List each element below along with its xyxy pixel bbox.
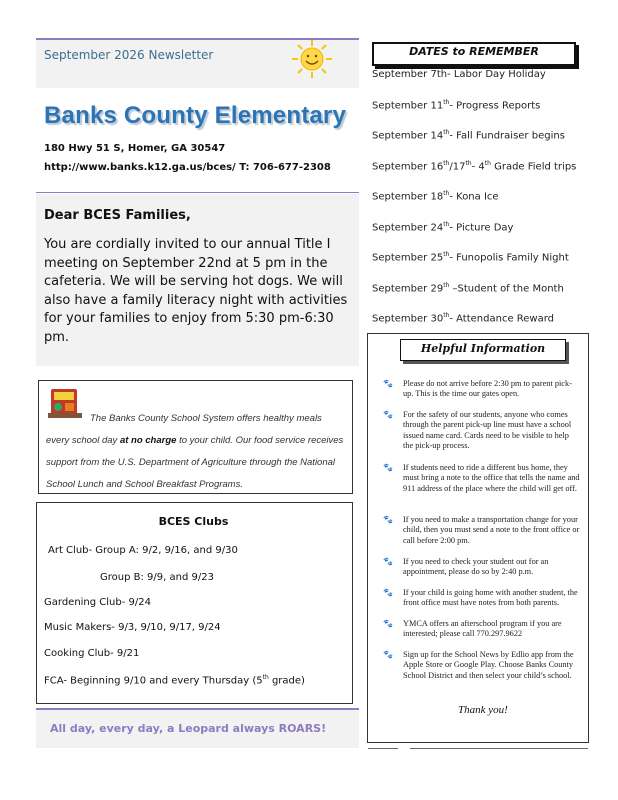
sun-icon — [288, 38, 336, 80]
info-item: If you need to make a transportation change for your child, then you must send a note to the front office or call before 2:00 pm. — [403, 515, 580, 545]
date-item-text: –Student of the Month — [449, 283, 564, 295]
date-item-text: - Attendance Reward — [449, 313, 555, 325]
date-item — [372, 190, 499, 202]
divider — [410, 748, 588, 749]
info-item: For the safety of our students, anyone who comes through the parent pick-up line must have a school issued name card. Cards need to be visible to help the pick-up process. — [403, 410, 572, 451]
club-item-sup: th — [262, 674, 269, 681]
paw-icon: 🐾 — [383, 379, 393, 388]
meals-text-bold: at no charge — [119, 435, 177, 446]
info-title: Helpful Information — [420, 342, 546, 355]
date-item-text: /17 — [449, 161, 466, 173]
date-item-text: - Picture Day — [449, 222, 514, 234]
date-item-text: - Kona Ice — [449, 191, 499, 203]
school-name: Banks County Elementary — [44, 102, 347, 129]
paw-icon: 🐾 — [383, 410, 393, 419]
date-item — [372, 282, 564, 294]
date-item-text: - Funopolis Family Night — [449, 252, 569, 264]
club-item: Gardening Club- 9/24 — [44, 597, 151, 608]
clubs-title: BCES Clubs — [158, 515, 229, 528]
info-item: If you need to check your student out for an appointment, please do so by 2:40 p.m. — [403, 557, 549, 577]
club-item: Group B: 9/9, and 9/23 — [100, 572, 214, 583]
date-item-sup: th — [443, 282, 450, 289]
date-item-sup: th — [443, 312, 450, 319]
meals-statement — [46, 408, 346, 496]
date-item — [372, 312, 554, 324]
date-item-sup: th — [484, 160, 491, 167]
meals-text-after: to your child. Our food service receives support from the U.S. Department of Agriculture through the National School Lunch and School Breakfast Programs. — [46, 435, 344, 490]
paw-icon: 🐾 — [383, 515, 393, 524]
date-item-text: September 14 — [372, 130, 444, 142]
dates-title: DATES to REMEMBER — [409, 45, 539, 58]
school-address: 180 Hwy 51 S, Homer, GA 30547 — [44, 143, 226, 154]
school-contact[interactable]: http://www.banks.k12.ga.us/bces/ T: 706-677-2308 — [44, 162, 331, 173]
info-item: Sign up for the School News by Edlio app from the Apple Store or Google Play. Choose Banks County School District and then select your child’s school. — [403, 650, 574, 680]
paw-icon: 🐾 — [383, 650, 393, 659]
thank-you-note: Thank you! — [458, 704, 508, 716]
date-item-text: September 24 — [372, 222, 444, 234]
date-item — [372, 160, 576, 172]
paw-icon: 🐾 — [383, 557, 393, 566]
school-motto: All day, every day, a Leopard always ROARS! — [50, 722, 327, 735]
paw-icon: 🐾 — [383, 588, 393, 597]
date-item-text: September 30 — [372, 313, 444, 325]
paw-icon: 🐾 — [383, 619, 393, 628]
club-item: Art Club- Group A: 9/2, 9/16, and 9/30 — [48, 545, 238, 556]
divider — [36, 192, 359, 193]
info-item: YMCA offers an afterschool program if you are interested; please call 770.297.9622 — [403, 619, 562, 639]
date-item-text: September 25 — [372, 252, 444, 264]
info-item: If your child is going home with another student, the front office must have notes from both parents. — [403, 588, 578, 608]
date-item-text: Grade Field trips — [490, 161, 577, 173]
letter-greeting: Dear BCES Families, — [44, 208, 191, 223]
date-item — [372, 129, 565, 141]
date-item-text: - Progress Reports — [449, 100, 541, 112]
letter-body: You are cordially invited to our annual Title I meeting on September 22nd at 5 pm in the cafeteria. We will be serving hot dogs. We will also have a family literacy night with activities for your families to enjoy from 5:30 pm-6:30 pm. — [44, 237, 348, 345]
date-item-sup: th — [443, 129, 450, 136]
info-item: If students need to ride a different bus home, they must bring a note to the office that tells the name and 911 address of the place where the child will get off. — [403, 463, 580, 493]
date-item: September 7th- Labor Day Holiday — [372, 69, 546, 80]
club-item-text: FCA- Beginning 9/10 and every Thursday (5 — [44, 675, 263, 687]
date-item-sup: th — [443, 160, 450, 167]
divider — [368, 748, 398, 749]
date-item-sup: th — [465, 160, 472, 167]
club-item: Cooking Club- 9/21 — [44, 648, 140, 659]
date-item-sup: th — [443, 221, 450, 228]
newsletter-date: September 2026 Newsletter — [44, 48, 214, 62]
club-item: Music Makers- 9/3, 9/10, 9/17, 9/24 — [44, 622, 221, 633]
date-item-text: September 16 — [372, 161, 444, 173]
date-item-sup: th — [443, 190, 450, 197]
date-item — [372, 221, 513, 233]
date-item-text: - Fall Fundraiser begins — [449, 130, 565, 142]
date-item-text: September 11 — [372, 100, 444, 112]
paw-icon: 🐾 — [383, 463, 393, 472]
meals-text-before: The Banks County School System offers healthy meals every school day — [46, 413, 322, 446]
date-item-sup: th — [443, 251, 450, 258]
club-item-text: grade) — [268, 675, 305, 687]
date-item-text: - 4 — [471, 161, 485, 173]
date-item-text: September 18 — [372, 191, 444, 203]
club-item — [44, 674, 305, 686]
date-item — [372, 251, 569, 263]
date-item-sup: th — [443, 99, 450, 106]
date-item — [372, 99, 540, 111]
info-item: Please do not arrive before 2:30 pm to parent pick-up. This is the time our gates open. — [403, 379, 572, 399]
date-item-text: September 29 — [372, 283, 444, 295]
